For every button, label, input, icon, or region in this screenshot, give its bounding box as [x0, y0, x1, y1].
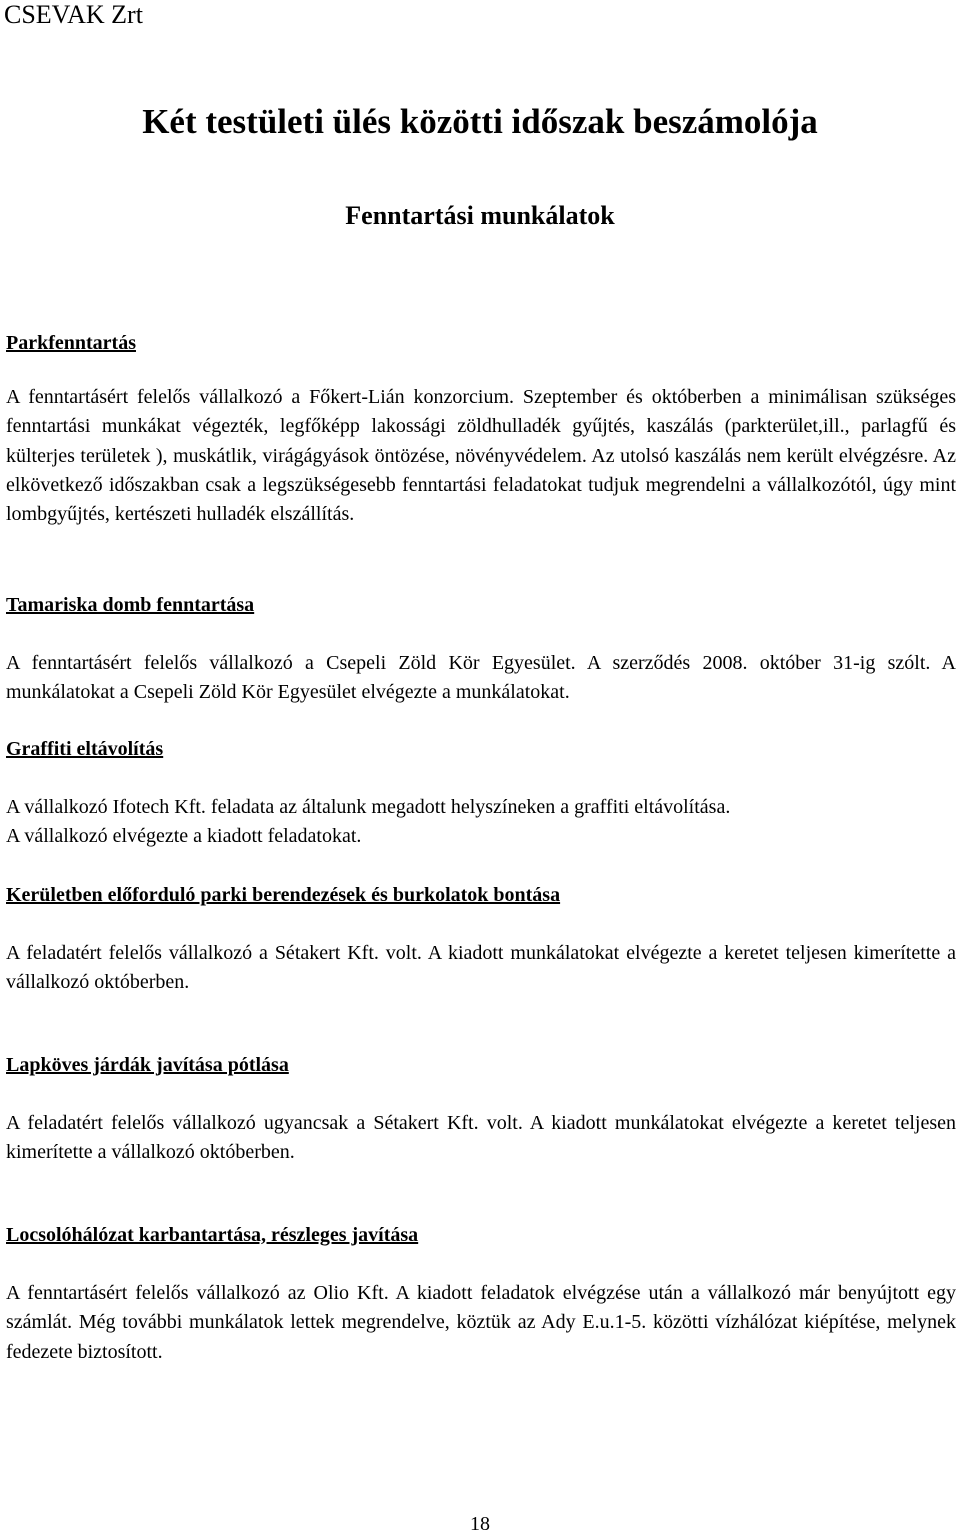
section-heading: Parkfenntartás	[6, 332, 136, 354]
section-body: A fenntartásért felelős vállalkozó a Főkert-Lián konzorcium. Szeptember és októberben a minimálisan szükséges fenntartási munkákat végezték, legfőképp lakossági zöldhulladék gyűjtés, kaszálás (parkterület,ill., parlagfű és külterjes területek ), muskátlik, virágágyások öntözése, növényvédelem. Az utolsó kaszálás nem került elvégzésre. Az elkövetkező időszakban csak a legszükségesebb fenntartási feladatokat tudjuk megrendelni a vállalkozótól, úgy mint lombgyűjtés, kertészeti hulladék elszállítás.	[6, 386, 956, 526]
section-body: A feladatért felelős vállalkozó a Sétakert Kft. volt. A kiadott munkálatokat elvégezte a keretet teljesen kimerítette a vállalkozó októberben.	[6, 942, 956, 994]
section-heading: Locsolóhálózat karbantartása, részleges javítása	[6, 1224, 419, 1246]
section-tamariska-domb	[6, 592, 956, 708]
document-subtitle: Fenntartási munkálatok	[345, 201, 615, 230]
section-graffiti	[6, 736, 956, 852]
section-heading: Tamariska domb fenntartása	[6, 594, 255, 616]
section-heading: Lapköves járdák javítása pótlása	[6, 1054, 289, 1076]
section-parki-berendezesek	[6, 882, 956, 998]
section-body: A feladatért felelős vállalkozó ugyancsak a Sétakert Kft. volt. A kiadott munkálatokat elvégezte a keretet teljesen kimerítette a vállalkozó októberben.	[6, 1112, 956, 1164]
section-body: A fenntartásért felelős vállalkozó a Csepeli Zöld Kör Egyesület. A szerződés 2008. október 31-ig szólt. A munkálatokat a Csepeli Zöld Kör Egyesület elvégezte a munkálatokat.	[6, 652, 956, 704]
document-title: Két testületi ülés közötti időszak beszámolója	[142, 102, 818, 141]
section-parkfenntartas	[6, 330, 956, 529]
section-body-line-2: A vállalkozó elvégezte a kiadott feladatokat.	[6, 825, 362, 848]
company-name: CSEVAK Zrt	[4, 0, 143, 29]
section-lapkoves-jardak	[6, 1052, 956, 1168]
section-heading: Kerületben előforduló parki berendezések és burkolatok bontása	[6, 884, 561, 906]
section-body-line-1: A vállalkozó Ifotech Kft. feladata az általunk megadott helyszíneken a graffiti eltávolítása.	[6, 796, 731, 818]
section-body: A fenntartásért felelős vállalkozó az Olio Kft. A kiadott feladatok elvégzése után a vállalkozó már benyújtott egy számlát. Még további munkálatok lettek megrendelve, köztük az Ady E.u.1-5. közötti vízhálózat kiépítése, melynek fedezete biztosított.	[6, 1282, 956, 1363]
section-locsolohalozat	[6, 1222, 956, 1367]
page-number: 18	[470, 1513, 490, 1535]
section-heading: Graffiti eltávolítás	[6, 738, 164, 760]
